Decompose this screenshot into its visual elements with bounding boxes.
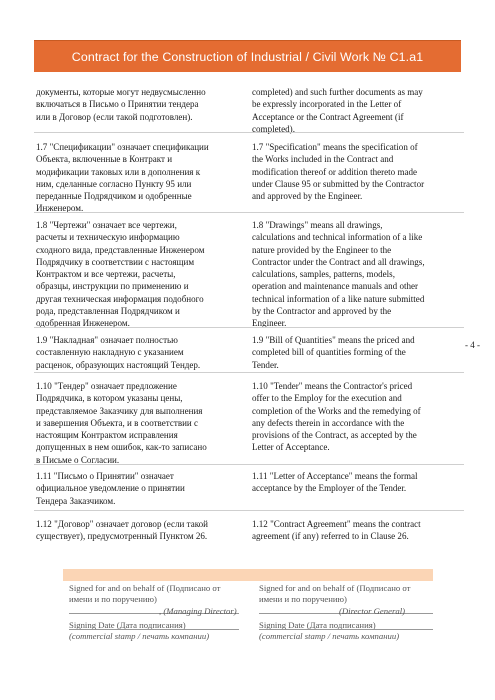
left-role: , (Managing Director) [159,606,237,616]
document-header [34,40,461,72]
clause-ru: 1.12 "Договор" означает договор (если такой существует), предусмотренный Пунктом 26. [36,519,209,542]
right-stamp: (commercial stamp / печать компании) [259,631,400,641]
page-number: - 4 - [465,340,480,350]
divider [34,510,464,511]
right-role: (Director General) [339,606,406,616]
document-title: Contract for the Construction of Industrial / Civil Work № C1.a1 [71,50,424,64]
clause-ru: документы, которые могут недвусмысленно включаться в Письмо о Принятии тендера или в Договор (если такой подготовлен). [36,87,206,122]
divider [34,464,464,465]
clause-ru: 1.9 "Накладная" означает полностью составленную накладную с указанием расценок, образующих настоящий Тендер. [36,335,201,370]
clause-en: 1.11 "Letter of Acceptance" means the formal acceptance by the Employer of the Tender. [252,471,418,494]
left-signing-date: Signing Date (Дата подписания) [69,620,186,630]
clause-en: 1.8 "Drawings" means all drawings, calculations and technical information of a like nature provided by the Engineer to the Contractor under the Contract and all drawings, calculations, samples, patterns, models, operation and maintenance manuals and other technical information of a like nature submitted by the Contractor and approved by the Engineer. [252,220,425,328]
divider [34,372,464,373]
left-stamp: (commercial stamp / печать компании) [69,631,210,641]
right-signed-for: Signed for and on behalf of (Подписано от имени и по поручению) [259,583,411,604]
divider [34,212,464,213]
clause-en: 1.9 "Bill of Quantities" means the priced and completed bill of quantities forming of the Tender. [252,335,415,370]
clause-ru: 1.10 "Тендер" означает предложение Подрядчика, в котором указаны цены, представляемое Заказчику для выполнения и завершения Объекта, и в соответствии с настоящим Контрактом исправления допущенных в нем ошибок, как-то записано в Письме о Согласии. [36,381,207,465]
signature-line [259,629,433,630]
clause-en: completed) and such further documents as may be expressly incorporated in the Letter of Acceptance or the Contract Agreement (if completed). [252,87,423,134]
left-signed-for: Signed for and on behalf of (Подписано от имени и по поручению) [69,583,221,604]
signature-line [69,629,239,630]
clause-en: 1.12 "Contract Agreement" means the contract agreement (if any) referred to in Clause 26. [252,519,421,542]
right-signing-date: Signing Date (Дата подписания) [259,620,376,630]
clause-en: 1.7 "Specification" means the specification of the Works included in the Contract and modification thereof or addition thereto made under Clause 95 or submitted by the Contractor and approved by the Engineer. [252,142,425,201]
clause-ru: 1.8 "Чертежи" означает все чертежи, расчеты и техническую информацию сходного вида, представленные Инженером Подрядчику в соответствии с настоящим Контрактом и все чертежи, расчеты, образцы, инструкции по применению и другая техническая информация подобного рода, представленная Подрядчиком и одобренная Инженером. [36,220,205,328]
clause-ru: 1.11 "Письмо о Принятии" означает официальное уведомление о принятии Тендера Заказчиком. [36,471,185,506]
signature-block [63,583,433,683]
divider [34,132,464,133]
signature-header-bar [63,569,433,581]
clause-en: 1.10 "Tender" means the Contractor's priced offer to the Employ for the execution and completion of the Works and the remedying of any defects therein in accordance with the provisions of the Contract, as accepted by the Letter of Acceptance. [252,381,421,453]
divider [34,327,464,328]
clause-ru: 1.7 "Спецификации" означает спецификации Объекта, включенные в Контракт и модификации таковых или в дополнения к ним, сделанные согласно Пункту 95 или переданные Подрядчиком и одобренные Инженером. [36,142,209,214]
